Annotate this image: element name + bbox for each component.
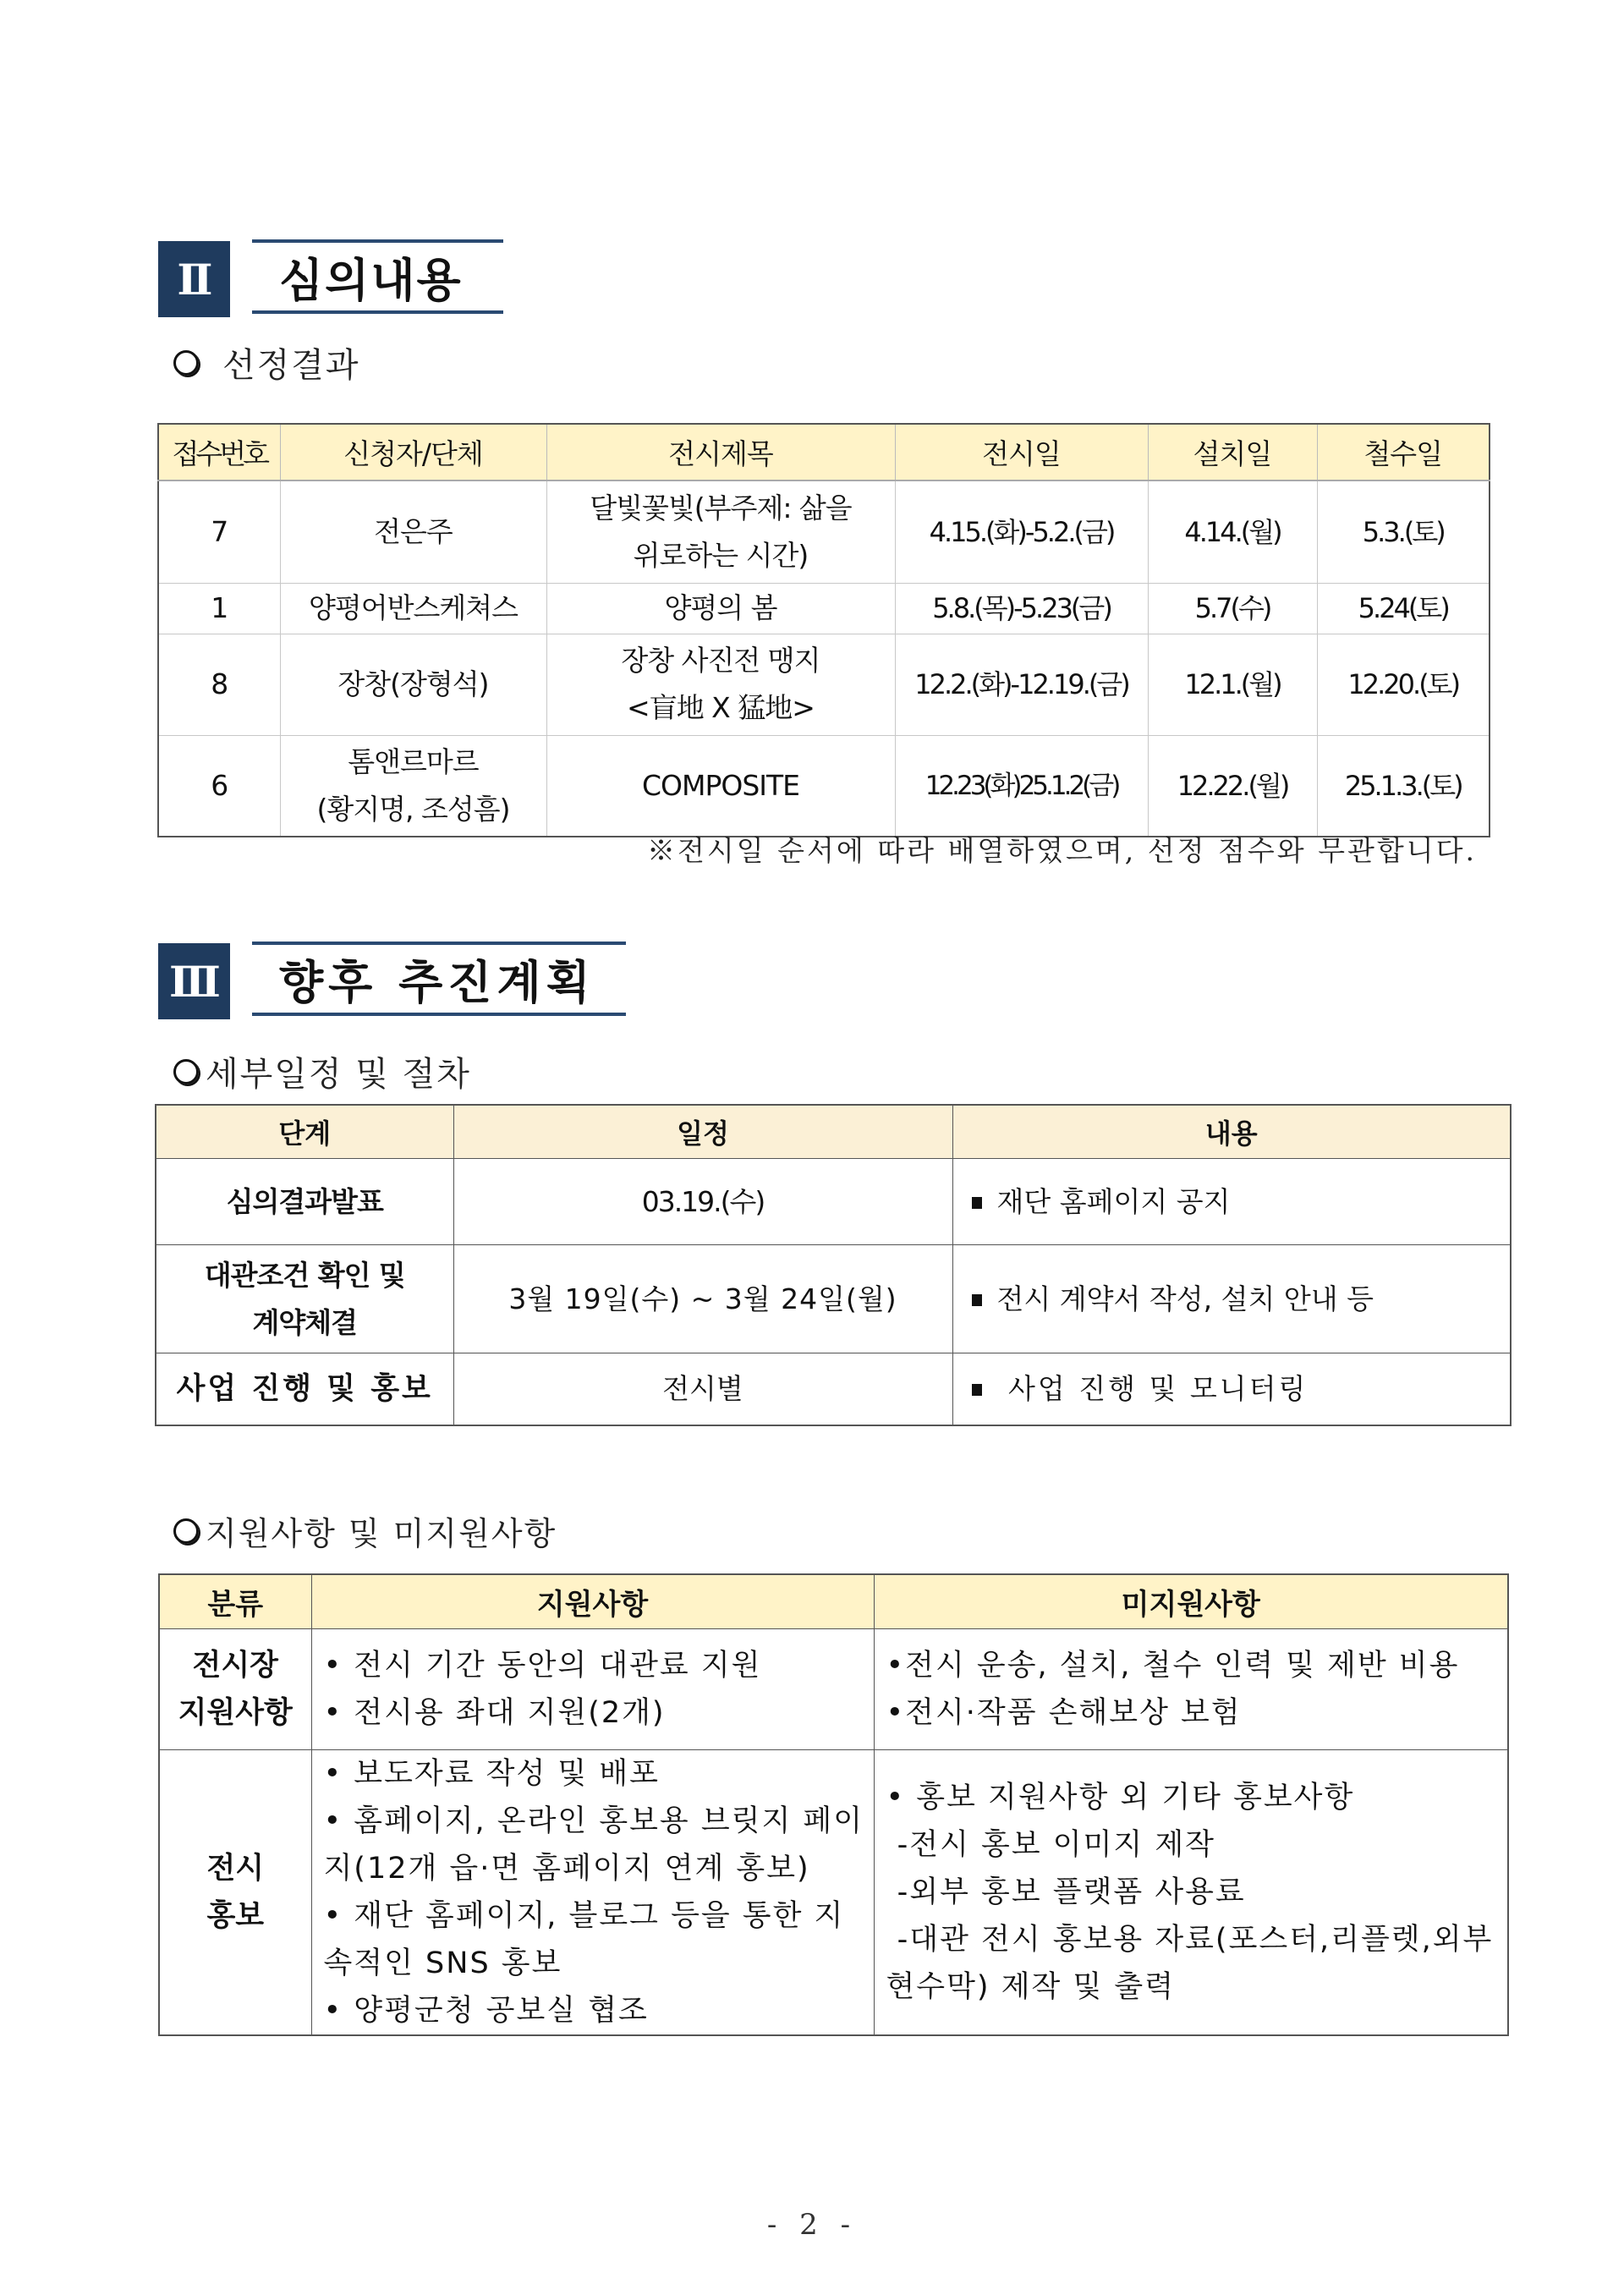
section-number-badge: Ⅲ [158, 943, 230, 1019]
header-removal-date: 철수일 [1317, 424, 1490, 480]
subheading-text: 세부일정 및 절차 [206, 1055, 471, 1094]
exhibit-period: 4.15.(화)-5.2.(금) [895, 480, 1148, 583]
list-item: -대관 전시 홍보용 자료(포스터,리플렛,외부현수막) 제작 및 출력 [886, 1923, 1494, 2004]
section-title-box [252, 239, 503, 314]
table-header-row [158, 424, 1490, 480]
stage: 사업 진행 및 홍보 [156, 1353, 453, 1425]
list-item: • 홍보 지원사항 외 기타 홍보사항 [886, 1781, 1355, 1815]
header-supported: 지원사항 [311, 1574, 874, 1629]
stage: 심의결과발표 [156, 1159, 453, 1245]
header-not-supported: 미지원사항 [874, 1574, 1508, 1629]
header-category: 분류 [159, 1574, 311, 1629]
supported-items [311, 1629, 874, 1750]
exhibit-title: 양평의 봄 [546, 583, 895, 634]
exhibit-title: COMPOSITE [546, 735, 895, 837]
list-item: •전시·작품 손해보상 보험 [886, 1696, 1242, 1730]
header-applicant: 신청자/단체 [280, 424, 546, 480]
list-item: • 양평군청 공보실 협조 [323, 1994, 649, 2028]
section-title: 심의내용 [279, 253, 463, 307]
removal-date: 5.24(토) [1317, 583, 1490, 634]
circle-bullet-icon [173, 1059, 199, 1084]
schedule-table [155, 1104, 1512, 1426]
exhibit-title: 달빛꽃빛(부주제: 삶을 위로하는 시간) [546, 480, 895, 583]
table-row [159, 1750, 1508, 2036]
list-item: • 보도자료 작성 및 배포 [323, 1757, 660, 1791]
list-item: • 전시 기간 동안의 대관료 지원 [323, 1649, 762, 1683]
applicant: 장창(장형석) [280, 634, 546, 735]
receipt-no: 8 [158, 634, 280, 735]
install-date: 4.14.(월) [1148, 480, 1317, 583]
header-install-date: 설치일 [1148, 424, 1317, 480]
category: 전시장 지원사항 [159, 1629, 311, 1750]
page-number: - 2 - [766, 2208, 858, 2242]
table-row [158, 634, 1490, 735]
header-date: 일정 [453, 1105, 952, 1159]
support-table [158, 1573, 1509, 2036]
schedule-content: 사업 진행 및 모니터링 [952, 1353, 1511, 1425]
circle-bullet-icon [173, 1518, 199, 1544]
table-row [159, 1629, 1508, 1750]
install-date: 12.22.(월) [1148, 735, 1317, 837]
table-row [156, 1159, 1511, 1245]
subheading-text: 지원사항 및 미지원사항 [206, 1515, 557, 1552]
receipt-no: 6 [158, 735, 280, 837]
header-stage: 단계 [156, 1105, 453, 1159]
section-title-box [252, 942, 626, 1016]
removal-date: 12.20.(토) [1317, 634, 1490, 735]
applicant: 톰앤르마르 (황지명, 조성흠) [280, 735, 546, 837]
header-content: 내용 [952, 1105, 1511, 1159]
removal-date: 5.3.(토) [1317, 480, 1490, 583]
exhibit-title: 장창 사진전 맹지 <盲地 X 猛地> [546, 634, 895, 735]
selection-result-table [157, 423, 1490, 837]
list-item: • 전시용 좌대 지원(2개) [323, 1696, 666, 1730]
table-row [158, 480, 1490, 583]
applicant: 전은주 [280, 480, 546, 583]
schedule-content: 재단 홈페이지 공지 [952, 1159, 1511, 1245]
exhibit-period: 5.8.(목)-5.23(금) [895, 583, 1148, 634]
header-exhibit-title: 전시제목 [546, 424, 895, 480]
schedule-date: 전시별 [453, 1353, 952, 1425]
table-row [156, 1353, 1511, 1425]
schedule-content: 전시 계약서 작성, 설치 안내 등 [952, 1245, 1511, 1353]
list-item: -외부 홍보 플랫폼 사용료 [886, 1875, 1246, 1909]
section-number-badge: Ⅱ [158, 241, 230, 317]
applicant: 양평어반스케쳐스 [280, 583, 546, 634]
table-row [158, 735, 1490, 837]
receipt-no: 7 [158, 480, 280, 583]
subheading-schedule [173, 1047, 471, 1095]
list-item: • 재단 홈페이지, 블로그 등을 통한 지속적인 SNS 홍보 [323, 1899, 845, 1980]
not-supported-items [874, 1629, 1508, 1750]
stage: 대관조건 확인 및 계약체결 [156, 1245, 453, 1353]
exhibit-period: 12.23(화)25.1.2(금) [895, 735, 1148, 837]
list-item: • 홈페이지, 온라인 홍보용 브릿지 페이지(12개 읍·면 홈페이지 연계 홍보) [323, 1804, 864, 1886]
square-bullet-icon [972, 1294, 982, 1306]
schedule-date: 03.19.(수) [453, 1159, 952, 1245]
table-footnote: ※전시일 순서에 따라 배열하였으며, 선정 점수와 무관합니다. [647, 834, 1477, 867]
install-date: 12.1.(월) [1148, 634, 1317, 735]
circle-bullet-icon [173, 350, 199, 376]
header-receipt-no: 접수번호 [158, 424, 280, 480]
schedule-date: 3월 19일(수) ~ 3월 24일(월) [453, 1245, 952, 1353]
category: 전시 홍보 [159, 1750, 311, 2036]
list-item: •전시 운송, 설치, 철수 인력 및 제반 비용 [886, 1649, 1460, 1683]
header-exhibit-period: 전시일 [895, 424, 1148, 480]
list-item: -전시 홍보 이미지 제작 [886, 1828, 1215, 1862]
not-supported-items [874, 1750, 1508, 2036]
receipt-no: 1 [158, 583, 280, 634]
table-header-row [159, 1574, 1508, 1629]
table-header-row [156, 1105, 1511, 1159]
square-bullet-icon [972, 1384, 982, 1396]
install-date: 5.7(수) [1148, 583, 1317, 634]
supported-items [311, 1750, 874, 2036]
square-bullet-icon [972, 1197, 982, 1209]
section-title: 향후 추진계획 [279, 955, 595, 1009]
table-row [158, 583, 1490, 634]
removal-date: 25.1.3.(토) [1317, 735, 1490, 837]
exhibit-period: 12.2.(화)-12.19.(금) [895, 634, 1148, 735]
table-row [156, 1245, 1511, 1353]
subheading-text: 선정결과 [222, 346, 360, 385]
subheading-support [173, 1507, 557, 1554]
subheading-selection-result [173, 338, 360, 387]
